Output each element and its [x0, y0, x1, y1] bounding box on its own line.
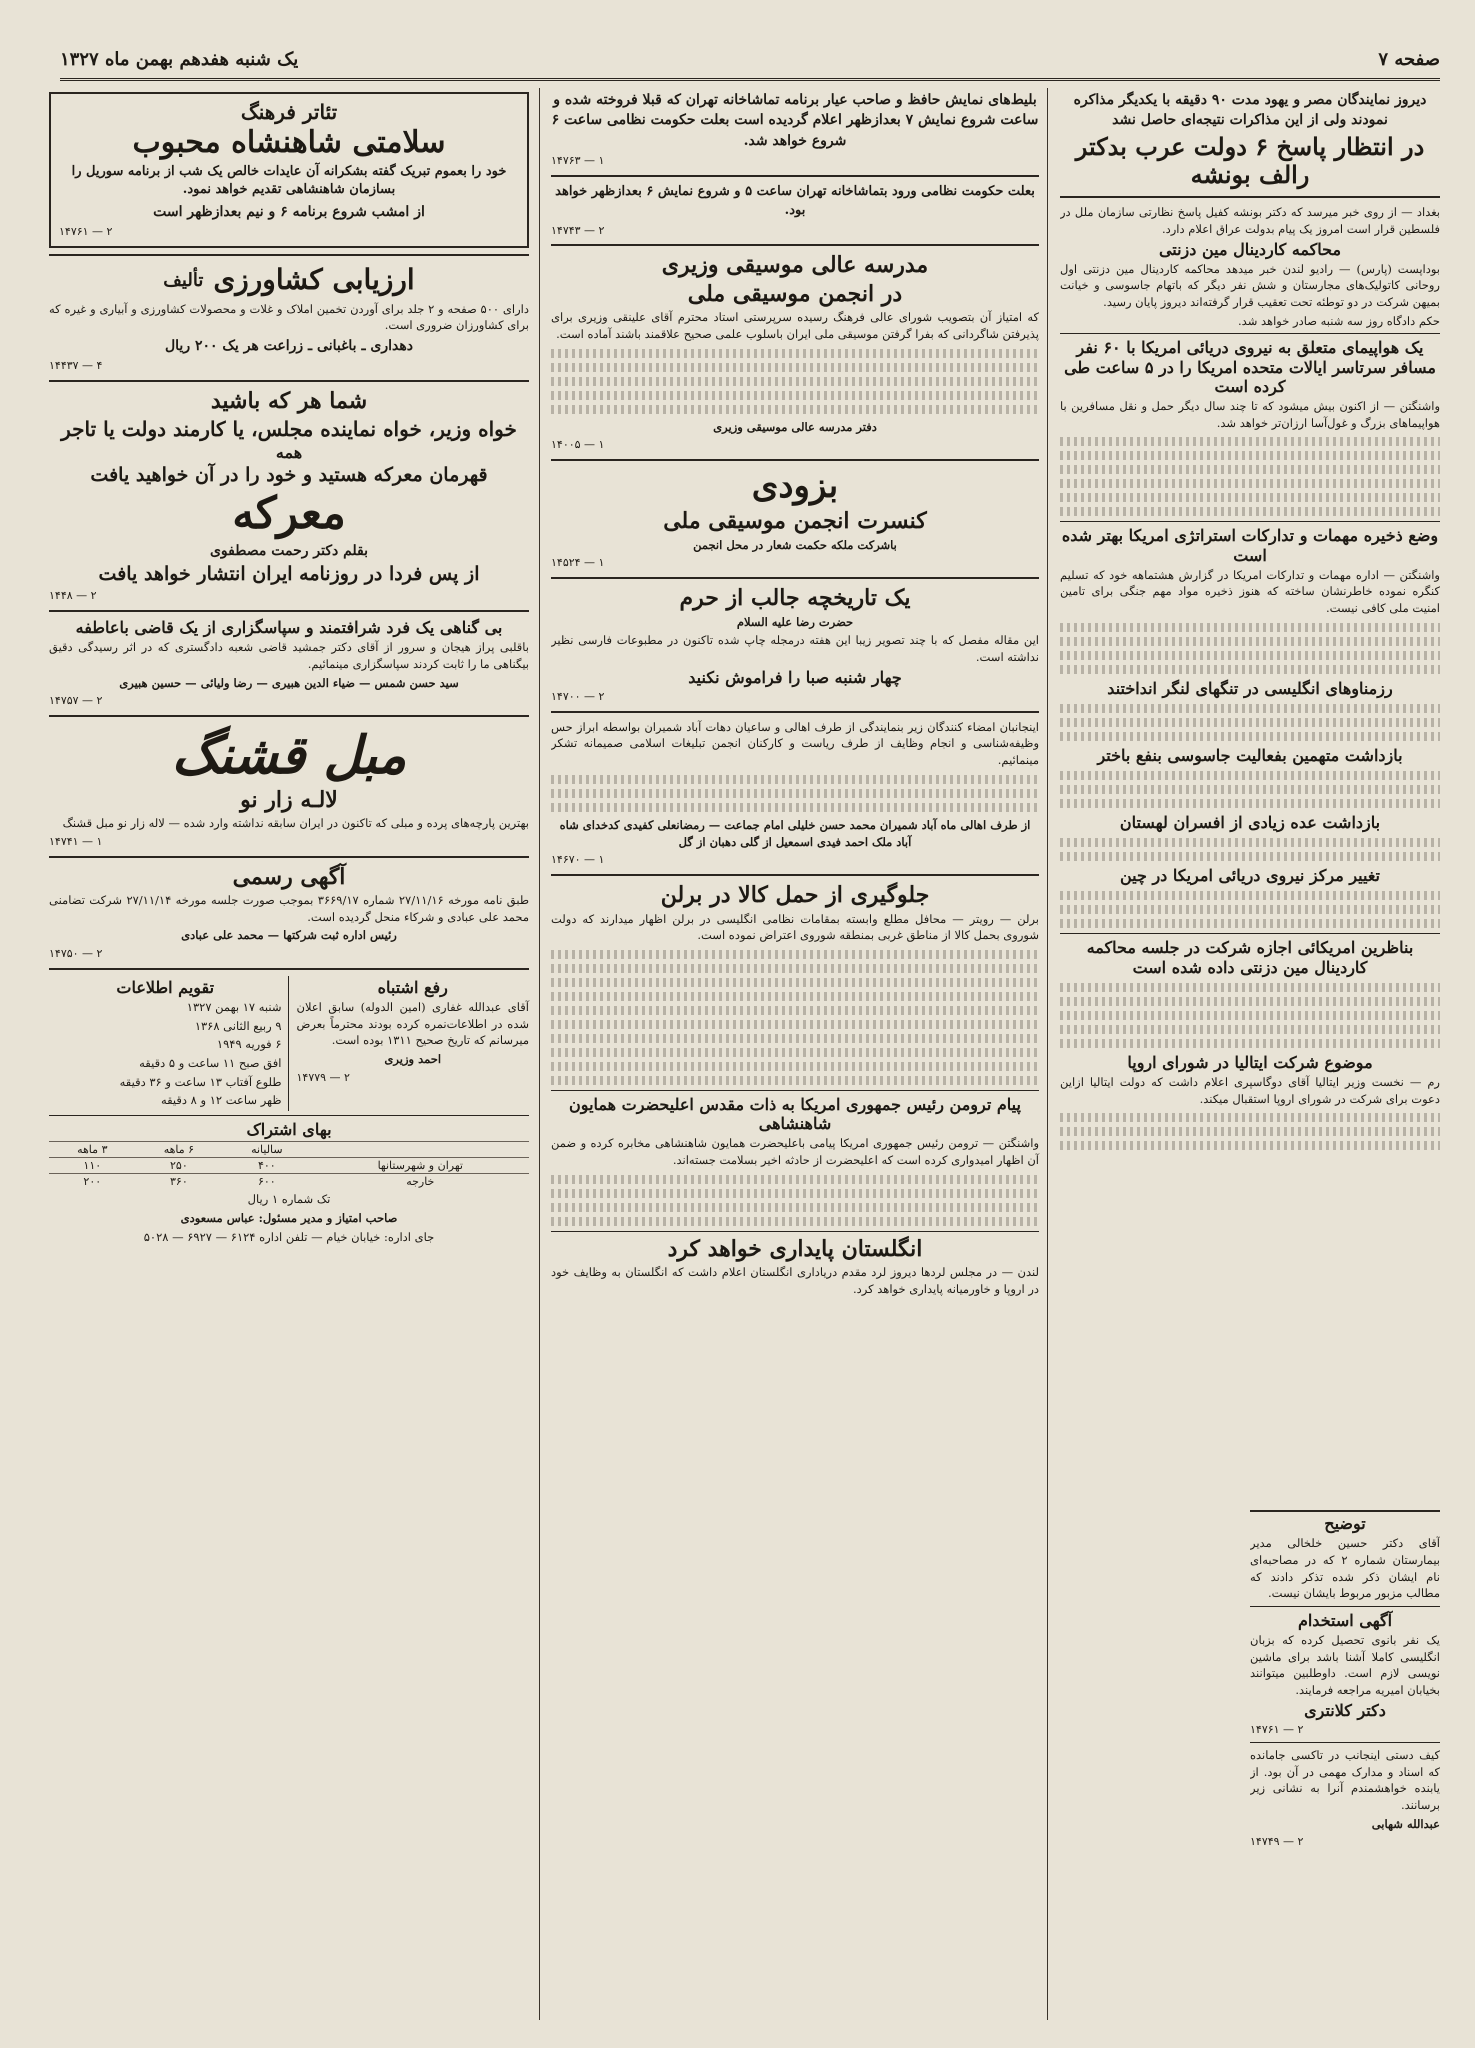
text-block: [1060, 838, 1440, 861]
calendar-row: ۶ فوریه ۱۹۴۹: [216, 1037, 282, 1052]
ad-ref: ۱۴۷۴۹ — ۲: [1250, 1835, 1304, 1849]
ad-ref: ۱۴۵۲۴ — ۱: [551, 556, 605, 570]
music-subtitle: در انجمن موسیقی ملی: [687, 280, 903, 307]
furniture-body: بهترین پارچه‌های پرده و مبلی که تاکنون در ایران سابقه نداشته وارد شده — لاله زار نو مبل قشنگ: [62, 815, 529, 830]
table-cell: ۳۶۰: [136, 1174, 223, 1190]
ad-ref: ۱۴۷۵۷ — ۲: [49, 694, 103, 708]
furniture-logo: مبل قشنگ: [171, 725, 407, 787]
text-block: [1060, 623, 1440, 674]
notice-body: طبق نامه مورخه ۲۷/۱۱/۱۶ شماره ۳۶۶۹/۱۷ بموجب صورت جلسه مورخه ۲۷/۱۱/۱۴ شرکت تضامنی محمد علی عبادی و شرکاء منحل گردیده است.: [49, 892, 530, 924]
history-body: این مقاله مفصل که با چند تصویر زیبا این هفته درمجله چاپ شده تاکنون در مطبوعات فارسی نظیر نداشته است.: [551, 633, 1039, 665]
table-header-cell: ۶ ماهه: [136, 1142, 223, 1158]
text-block: [551, 1175, 1039, 1226]
calendar-row: افق صبح ۱۱ ساعت و ۵ دقیقه: [139, 1056, 282, 1071]
middle-column: [551, 88, 1048, 2020]
ad-ref: ۱۴۷۴۱ — ۱: [49, 834, 103, 848]
book-title: ارزیابی کشاورزی: [213, 263, 415, 297]
notice-title: آگهی رسمی: [232, 863, 346, 890]
music-sign: دفتر مدرسه عالی موسیقی وزیری: [713, 419, 877, 434]
music-body: که امتیاز آن بتصویب شورای عالی فرهنگ رسیده سرپرستی استاد محترم آقای علینقی وزیری برای پذیرفتن شاگردانی که بفرا گرفتن موسیقی ملی ایران باسلوب علمی صحیح علاقمند باشند آماده است.: [551, 310, 1039, 341]
text-block: [551, 950, 1039, 1085]
story-title: بناظرین امریکائی اجازه شرکت در جلسه محاکمه کاردینال مین دزنتی داده شده است: [1086, 938, 1414, 977]
lead-paragraph: بغداد — از روی خبر میرسد که دکتر بونشه کفیل پاسخ نظارتی سازمان ملل در فلسطین قرار است امروز یک پیام بدولت عراق اعلام دارد.: [1060, 205, 1440, 236]
main-headline: در انتظار پاسخ ۶ دولت عرب بدکتر رالف بونشه: [1075, 131, 1425, 190]
masthead: [60, 40, 1440, 81]
theater-ad: [49, 92, 529, 248]
text-block: [1060, 437, 1440, 516]
story-title: بازداشت عده زیادی از افسران لهستان: [1119, 813, 1381, 833]
calendar-box: [49, 976, 289, 1111]
england-body: لندن — در مجلس لردها دیروز لرد مقدم دریاداری انگلستان اعلام داشت که انگلستان به وظایف خود در اروپا و خاورمیانه پایداری خواهد کرد.: [551, 1264, 1039, 1296]
calendar-row: شنبه ۱۷ بهمن ۱۳۲۷: [186, 1000, 282, 1015]
goods-body: برلن — رویتر — محافل مطلع وابسته بمقامات نظامی انگلیسی در برلن اظهار میدارند که دولت شوروی بحمل کالا از مناطق غربی بمنطقه شوروی اعتراض نموده است.: [551, 911, 1039, 943]
calendar-row: طلوع آفتاب ۱۳ ساعت و ۳۶ دقیقه: [119, 1074, 282, 1089]
story-title: یک هواپیمای متعلق به نیروی دریائی امریکا با ۶۰ نفر مسافر سرتاسر ایالات متحده امریکا را در ۵ ساعت طی کرده است: [1064, 338, 1436, 396]
correction-box: [297, 976, 530, 1111]
ad-ref: ۱۴۷۶۳ — ۱: [551, 153, 605, 167]
story-body: واشنگتن — از اکنون بیش میشود که تا چند سال دیگر حمل و نقل مسافرین با هواپیماهای بزرگ و غول‌آسا ارزان‌تر خواهد شد.: [1060, 398, 1440, 430]
judge-body: باقلبی پراز هیجان و سرور از آقای دکتر جمشید قاضی شعبه دادگستری که در اثر رسیدگی دقیق بیگناهی ما را ثابت کردند سپاسگزاری مینمائیم.: [49, 640, 529, 672]
left-column: [49, 88, 540, 2020]
theater-head: تئاتر فرهنگ: [240, 100, 338, 124]
text-block: [551, 349, 1039, 414]
calendar-title: تقویم اطلاعات: [116, 977, 215, 997]
table-cell: ۶۰۰: [222, 1174, 311, 1190]
newspaper-page: [49, 40, 1440, 2020]
story-body: واشنگتن — اداره مهمات و تدارکات امریکا در گزارش هشتماهه خود که تسلیم کنگره نموده خاطرنشان ساخته که هنوز ذخیره مواد مهم جنگی برای تامین امنیت ملی کافی نیست.: [1060, 567, 1440, 616]
history-cta: چهار شنبه صبا را فراموش نکنید: [688, 667, 902, 687]
theater-time: از امشب شروع برنامه ۶ و نیم بعدازظهر است: [153, 204, 425, 221]
text-block: [1060, 771, 1440, 808]
book-price: دهداری ـ باغبانی ـ زراعت هر یک ۲۰۰ ریال: [164, 337, 413, 354]
text-block: [1060, 704, 1440, 741]
table-header-cell: [312, 1142, 529, 1158]
table-cell: تهران و شهرستانها: [312, 1158, 529, 1174]
subs-title: بهای اشتراک: [246, 1120, 332, 1140]
hire-title: آگهی استخدام: [1297, 1610, 1393, 1630]
ad-ref: ۱۴۷۰۰ — ۲: [551, 689, 605, 703]
ad-ref: ۱۴۷۴۳ — ۲: [551, 223, 605, 237]
table-row: [49, 1174, 529, 1190]
hire-body: یک نفر بانوی تحصیل کرده که بزبان انگلیسی کاملا آشنا باشد برای ماشین نویسی لازم است. داوطلبین میتوانند بخیابان امیریه مراجعه فرمایند.: [1250, 1633, 1440, 1698]
book-body: دارای ۵۰۰ صفحه و ۲ جلد برای آوردن تخمین املاک و غلات و محصولات کشاورزی و آبیاری و غیره که برای کشاورزان ضروری است.: [49, 301, 529, 333]
book-header: [49, 262, 529, 298]
theater-body: خود را بعموم تبریک گفته بشکرانه آن عایدات خالص یک شب از برنامه سوریل را بسازمان شاهنشاهی تقدیم خواهد نمود.: [71, 163, 507, 198]
ad-ref: ۱۴۰۰۵ — ۱: [551, 438, 605, 452]
notice-sign: رئیس اداره ثبت شرکتها — محمد علی عبادی: [181, 928, 397, 943]
subs-single: تک شماره ۱ ریال: [247, 1192, 331, 1207]
book-tag: تألیف: [163, 270, 204, 292]
truman-title: پیام ترومن رئیس جمهوری امریکا به ذات مقدس اعلیحضرت همایون شاهنشاهی: [569, 1094, 1021, 1134]
bottom-boxes: [49, 976, 529, 1111]
correction-sign: احمد وزیری: [384, 1052, 442, 1067]
story-body: حکم دادگاه روز سه شنبه صادر خواهد شد.: [1238, 313, 1440, 328]
ad-ref: ۱۴۴۸ — ۲: [49, 589, 97, 603]
correction-body: آقای عبدالله غفاری (امین الدوله) سابق اعلان شده در اطلاعات‌نمره کرده بودند محترماً بعرض میرسانم که تاریخ صحیح ۱۳۱۱ بوده است.: [296, 1000, 529, 1048]
ad-ref: ۱۴۶۷۰ — ۱: [551, 853, 605, 867]
table-cell: خارجه: [312, 1174, 529, 1190]
headline-pre: دیروز نمایندگان مصر و یهود مدت ۹۰ دقیقه با یکدیگر مذاکره نمودند ولی از این مذاکرات نتیجه‌ای حاصل نشد: [1073, 92, 1427, 129]
whoever-title: شما هر که باشید: [210, 388, 368, 415]
goods-title: جلوگیری از حمل کالا در برلن: [660, 882, 930, 909]
doctor-title: دکتر کلانتری: [1304, 1700, 1386, 1720]
address: جای اداره: خیابان خیام — تلفن اداره ۶۱۲۴ — ۶۹۲۷ — ۵۰۲۸: [143, 1229, 435, 1244]
calendar-row: ظهر ساعت ۱۲ و ۸ دقیقه: [160, 1093, 282, 1108]
music-title: مدرسه عالی موسیقی وزیری: [661, 252, 929, 279]
marke-date: از پس فردا در روزنامه ایران انتشار خواهد یافت: [98, 563, 480, 586]
text-block: [1060, 891, 1440, 928]
explain-title: توضیح: [1324, 1514, 1366, 1533]
calendar-row: ۹ ربیع الثانی ۱۳۶۸: [194, 1018, 282, 1033]
table-cell: ۲۵۰: [136, 1158, 223, 1174]
story-title: محاکمه کاردینال مین دزنتی: [1158, 239, 1342, 259]
text-block: [551, 775, 1039, 812]
text-block: [1060, 1113, 1440, 1150]
ad-ref: ۱۴۷۷۹ — ۲: [296, 1070, 350, 1084]
ad-ref: ۱۴۷۵۰ — ۲: [49, 946, 103, 960]
table-row: [49, 1158, 529, 1174]
table-cell: ۲۰۰: [49, 1174, 136, 1190]
story-title: موضوع شرکت ایتالیا در شورای اروپا: [1127, 1052, 1373, 1072]
thanks-body: اینجانبان امضاء کنندگان زیر بنمایندگی از طرف اهالی و ساعیان دهات آباد شمیران بواسطه ابراز حس وظیفه‌شناسی و انجام وظایف از طرف ریاست و کارکنان انجمن تبلیغات اسلامی صمیمانه تشکر مینمائیم.: [551, 719, 1039, 768]
explain-body: آقای دکتر حسین خلخالی مدیر بیمارستان شماره ۲ که در مصاحبه‌ای نام ایشان ذکر شده تذکر دادند که مطالب مزبور مربوط بایشان نیست.: [1250, 1536, 1440, 1601]
history-title: یک تاریخچه جالب از حرم: [679, 585, 911, 612]
table-cell: ۴۰۰: [222, 1158, 311, 1174]
truman-body: واشنگتن — ترومن رئیس جمهوری امریکا پیامی باعلیحضرت همایون شاهنشاهی مخابره کرده و ضمن آن اظهار امیدواری کرده است که اعلیحضرت از حادثه اخیر بسلامت جسته‌اند.: [551, 1136, 1039, 1167]
soon-heading: بزودی: [751, 466, 839, 507]
furniture-name: لالـه زار نو: [240, 786, 338, 813]
story-body: بوداپست (پارس) — رادیو لندن خبر میدهد محاکمه کاردینال مین دزنتی اول روحانی کاتولیک‌های مجارستان و شش نفر دیگر که باتهام جاسوسی و خیانت بمیهن شرکت در دو توطئه تحت تعقیب قرار گرفته‌اند دیروز پایان رسید.: [1060, 261, 1440, 310]
table-cell: ۱۱۰: [49, 1158, 136, 1174]
story-title: وضع ذخیره مهمات و تدارکات استراتژی امریکا بهتر شده است: [1061, 526, 1439, 565]
whoever-all: همه: [275, 442, 303, 462]
lost-body: کیف دستی اینجانب در تاکسی جامانده که اسناد و مدارک مهمی در آن بود. از یابنده خواهشمندم آنرا به نشانی زیر برسانند.: [1250, 1747, 1440, 1812]
marke-author: بقلم دکتر رحمت مصطفوی: [209, 543, 369, 560]
table-header-cell: ۳ ماهه: [49, 1142, 136, 1158]
judge-sign: سید حسن شمس — ضیاء الدین هبیری — رضا ولیائی — حسین هبیری: [119, 675, 459, 690]
notice-2: بعلت حکومت نظامی ورود بتماشاخانه تهران ساعت ۵ و شروع نمایش ۶ بعدازظهر خواهد بود.: [555, 183, 1035, 218]
story-title: رزمناوهای انگلیسی در تنگهای لنگر انداختند: [1107, 678, 1393, 698]
england-title: انگلستان پایداری خواهد کرد: [667, 1235, 923, 1262]
ad-ref: ۱۴۷۶۱ — ۲: [1250, 1722, 1304, 1736]
text-block: [1060, 983, 1440, 1048]
page-number: صفحه ۷: [1378, 48, 1440, 70]
marke-title: معرکه: [232, 487, 346, 539]
table-header-cell: ساليانه: [222, 1142, 311, 1158]
concert-sub: باشرکت ملکه حکمت شعار در محل انجمن: [693, 537, 897, 552]
story-title: بازداشت متهمین بفعالیت جاسوسی بنفع باختر: [1097, 745, 1403, 765]
ad-ref: ۱۴۷۶۱ — ۲: [59, 225, 113, 239]
theater-title: سلامتی شاهنشاه محبوب: [132, 125, 446, 160]
ad-ref: ۱۴۴۳۷ — ۴: [49, 359, 103, 373]
notice-1: بلیط‌های نمایش حافظ و صاحب عیار برنامه تماشاخانه تهران که قبلا فروخته شده و ساعت شروع نمایش ۷ بعدازظهر اعلام گردیده است بعلت حکومت نظامی ساعت ۶ شروع خواهد شد.: [551, 92, 1039, 149]
story-title: تغییر مرکز نیروی دریائی امریکا در چین: [1119, 866, 1380, 886]
whoever-line2: قهرمان معرکه هستید و خود را در آن خواهید یافت: [90, 463, 488, 486]
history-sub: حضرت رضا علیه السلام: [736, 614, 854, 629]
story-body: رم — نخست وزیر ایتالیا آقای دوگاسپری اعلام داشت که دولت ایتالیا ازاین دعوت برای شرکت در شورای اروپا استقبال میکند.: [1060, 1075, 1440, 1106]
subscription-table: [49, 1141, 529, 1189]
lost-sign: عبدالله شهابی: [1371, 1816, 1440, 1831]
small-ads: [1250, 1510, 1440, 2020]
whoever-line1: خواه وزیر، خواه نماینده مجلس، یا کارمند دولت یا تاجر: [61, 416, 517, 441]
concert-title: کنسرت انجمن موسیقی ملی: [663, 508, 927, 535]
publisher: صاحب امتیاز و مدیر مسئول: عباس مسعودی: [180, 1210, 398, 1225]
judge-title: بی گناهی یک فرد شرافتمند و سپاسگزاری از یک قاضی باعاطفه: [75, 618, 503, 638]
correction-title: رفع اشتباه: [377, 977, 448, 997]
table-header: [49, 1142, 529, 1158]
issue-date: یک شنبه هفدهم بهمن ماه ۱۳۲۷: [60, 48, 299, 70]
thanks-sign: از طرف اهالی ماه آباد شمیران محمد حسن خلیلی امام جماعت — رمضانعلی کفیدی کدخدای شاه آباد ملک احمد فیدی اسمعیل از گلی دهبان از گل: [559, 817, 1031, 849]
